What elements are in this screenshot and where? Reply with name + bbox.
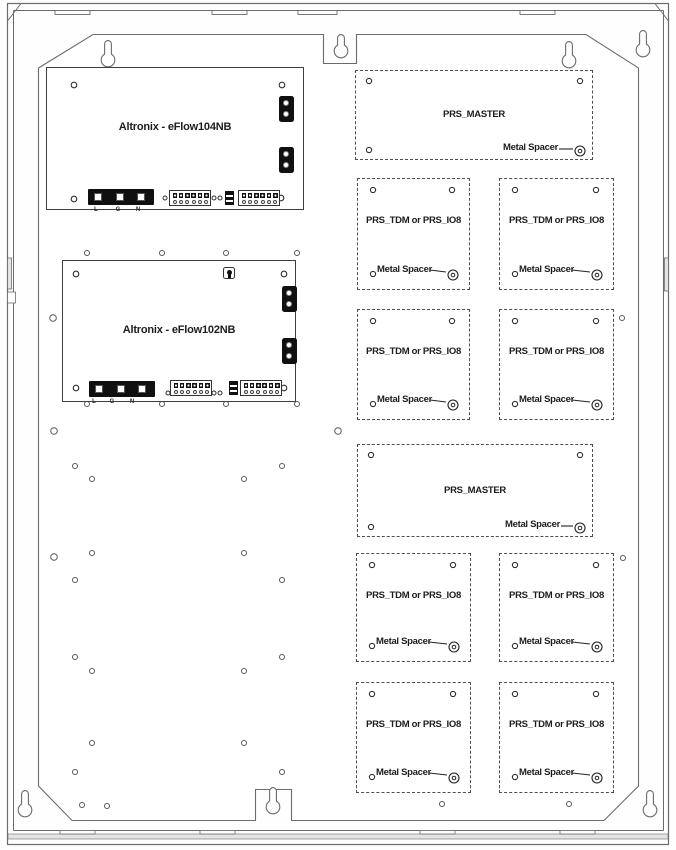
- terminal-port: [250, 390, 254, 394]
- module-label: PRS_TDM or PRS_IO8: [366, 215, 461, 226]
- module-screw-hole: [512, 318, 517, 323]
- connector-terminal: [286, 301, 292, 307]
- terminal-mount-hole: [218, 196, 222, 200]
- ac-terminal-label: G: [109, 399, 115, 405]
- panel-hole: [73, 655, 78, 660]
- spacer-pointer-line: [572, 773, 590, 775]
- metal-spacer-label: Metal Spacer: [502, 142, 558, 153]
- top-flange-tab: [212, 11, 247, 15]
- connector-terminal: [283, 111, 289, 117]
- metal-spacer-label: Metal Spacer: [504, 519, 560, 530]
- terminal-port: [267, 200, 271, 204]
- module-screw-hole: [512, 562, 517, 567]
- panel-hole: [280, 464, 285, 469]
- panel-hole: [242, 551, 247, 556]
- metal-spacer-label: Metal Spacer: [518, 394, 574, 405]
- terminal-port: [256, 390, 260, 394]
- terminal-port: [185, 200, 189, 204]
- metal-spacer-center: [595, 403, 599, 407]
- terminal-screw: [260, 193, 265, 198]
- board-screw-hole: [73, 271, 79, 277]
- enclosure-corner-seam: [8, 4, 669, 22]
- spacer-pointer-line: [429, 642, 447, 644]
- panel-hole-large: [50, 315, 57, 322]
- dc-output-connector: [279, 147, 294, 173]
- module-screw-hole: [450, 562, 455, 567]
- panel-hole: [160, 402, 165, 407]
- metal-spacer-ring: [449, 773, 459, 783]
- module-outline-prs-master: [357, 444, 593, 537]
- module-screw-hole: [577, 78, 582, 83]
- panel-hole: [295, 402, 300, 407]
- ac-terminal-block: [88, 189, 154, 205]
- fuse-component: [229, 381, 238, 395]
- panel-hole: [160, 251, 165, 256]
- module-label: PRS_TDM or PRS_IO8: [509, 590, 604, 601]
- network-jack-icon: [223, 267, 235, 279]
- keyhole-slot: [18, 791, 32, 817]
- terminal-port: [174, 390, 178, 394]
- module-screw-hole: [593, 318, 598, 323]
- terminal-port: [273, 200, 277, 204]
- panel-hole: [90, 741, 95, 746]
- panel-hole: [90, 477, 95, 482]
- bottom-flange-tab: [60, 831, 95, 835]
- terminal-screw: [273, 193, 278, 198]
- terminal-screw: [199, 383, 204, 388]
- terminal-mount-hole: [163, 196, 167, 200]
- module-screw-hole: [593, 562, 598, 567]
- panel-hole: [105, 804, 110, 809]
- module-screw-hole: [577, 452, 582, 457]
- terminal-screw: [173, 193, 178, 198]
- ac-terminal-cell: [116, 193, 124, 201]
- terminal-screw: [248, 193, 253, 198]
- terminal-port: [261, 200, 265, 204]
- metal-spacer-ring: [449, 642, 459, 652]
- dc-output-connector: [279, 96, 294, 122]
- terminal-screw: [254, 193, 259, 198]
- board-screw-hole: [281, 271, 287, 277]
- ac-terminal-label: N: [135, 207, 141, 213]
- panel-hole: [224, 251, 229, 256]
- terminal-screw: [267, 193, 272, 198]
- terminal-port: [180, 390, 184, 394]
- metal-spacer-label: Metal Spacer: [375, 636, 431, 647]
- terminal-port: [198, 200, 202, 204]
- keyhole-slot: [266, 788, 280, 814]
- module-label: PRS_MASTER: [444, 484, 506, 496]
- metal-spacer-label: Metal Spacer: [518, 767, 574, 778]
- terminal-port: [248, 200, 252, 204]
- panel-hole: [73, 770, 78, 775]
- metal-spacer-label: Metal Spacer: [376, 394, 432, 405]
- metal-spacer-center: [452, 645, 456, 649]
- module-screw-hole: [449, 318, 454, 323]
- terminal-port: [275, 390, 279, 394]
- metal-spacer-label: Metal Spacer: [376, 264, 432, 275]
- top-flange-tab: [298, 11, 337, 15]
- terminal-port: [173, 200, 177, 204]
- terminal-screw: [275, 383, 280, 388]
- spacer-pointer-line: [429, 773, 447, 775]
- module-label: PRS_TDM or PRS_IO8: [366, 346, 461, 357]
- panel-hole: [73, 464, 78, 469]
- panel-hole: [295, 251, 300, 256]
- module-screw-hole: [512, 187, 517, 192]
- left-hinge-latch: [8, 292, 16, 303]
- panel-hole: [280, 770, 285, 775]
- module-screw-hole: [369, 691, 374, 696]
- spacer-pointer-line: [430, 270, 446, 272]
- ac-terminal-label: N: [129, 399, 135, 405]
- terminal-screw: [179, 193, 184, 198]
- module-screw-hole: [593, 187, 598, 192]
- board-hardware: [47, 68, 303, 209]
- board-screw-hole: [73, 385, 79, 391]
- left-hinge-tab: [8, 258, 12, 289]
- terminal-screw: [269, 383, 274, 388]
- spacer-pointer-line: [572, 400, 590, 402]
- terminal-mount-hole: [218, 391, 222, 395]
- terminal-screw: [242, 193, 247, 198]
- metal-spacer-center: [578, 149, 582, 153]
- circuit-board: [62, 260, 296, 405]
- bottom-flange-tab: [200, 831, 235, 835]
- module-screw-hole: [366, 78, 371, 83]
- board-screw-hole: [281, 385, 287, 391]
- module-screw-hole: [369, 562, 374, 567]
- board-title: Altronix - eFlow104NB: [118, 121, 232, 133]
- terminal-port: [186, 390, 190, 394]
- panel-hole: [280, 578, 285, 583]
- module-screw-hole: [370, 187, 375, 192]
- metal-spacer-label: Metal Spacer: [375, 767, 431, 778]
- terminal-port: [269, 390, 273, 394]
- metal-spacer-ring: [592, 642, 602, 652]
- module-screw-hole: [368, 452, 373, 457]
- terminal-port: [263, 390, 267, 394]
- terminal-port: [204, 200, 208, 204]
- panel-hole: [440, 802, 445, 807]
- module-outline-prs-tdm: [356, 553, 471, 662]
- terminal-screw: [262, 383, 267, 388]
- metal-spacer-label: Metal Spacer: [518, 264, 574, 275]
- top-flange-tab: [55, 11, 90, 15]
- keyhole-slot: [643, 791, 657, 817]
- terminal-port: [192, 200, 196, 204]
- terminal-screw: [191, 193, 196, 198]
- panel-hole: [567, 802, 572, 807]
- module-outline-prs-master: [355, 70, 593, 160]
- module-outline-prs-tdm: [357, 178, 470, 290]
- terminal-screw: [186, 383, 191, 388]
- bottom-band: [8, 834, 668, 839]
- ac-terminal-label: L: [92, 399, 96, 405]
- module-outline-prs-tdm: [499, 682, 614, 793]
- ac-terminal-label: G: [115, 207, 121, 213]
- board-screw-hole: [71, 82, 77, 88]
- terminal-port: [179, 200, 183, 204]
- module-screw-hole: [370, 318, 375, 323]
- module-screw-hole: [593, 691, 598, 696]
- terminal-strip: [238, 190, 280, 206]
- board-screw-hole: [279, 82, 285, 88]
- spacer-pointer-line: [430, 400, 446, 402]
- module-outline-prs-tdm: [499, 309, 614, 420]
- panel-hole: [85, 251, 90, 256]
- connector-terminal: [283, 162, 289, 168]
- connector-terminal: [283, 151, 289, 157]
- panel-hole: [80, 803, 85, 808]
- terminal-mount-hole: [212, 391, 216, 395]
- terminal-strip: [169, 190, 211, 206]
- keyhole-slot: [636, 31, 650, 57]
- panel-hole: [242, 669, 247, 674]
- metal-spacer-center: [452, 776, 456, 780]
- terminal-port: [205, 390, 209, 394]
- module-label: PRS_TDM or PRS_IO8: [509, 719, 604, 730]
- panel-hole: [621, 556, 626, 561]
- connector-terminal: [283, 100, 289, 106]
- panel-hole: [90, 669, 95, 674]
- terminal-strip: [240, 380, 282, 396]
- connector-terminal: [286, 353, 292, 359]
- connector-terminal: [286, 290, 292, 296]
- circuit-board: [46, 67, 304, 213]
- ac-terminal-cell: [95, 385, 103, 393]
- panel-hole: [242, 741, 247, 746]
- fuse-component: [225, 191, 234, 205]
- module-screw-hole: [450, 691, 455, 696]
- dc-output-connector: [282, 338, 297, 364]
- module-label: PRS_TDM or PRS_IO8: [509, 346, 604, 357]
- bottom-flange-tab: [420, 831, 455, 835]
- terminal-screw: [244, 383, 249, 388]
- metal-spacer-center: [578, 526, 582, 530]
- panel-hole-large: [51, 428, 58, 435]
- dc-output-connector: [282, 286, 297, 312]
- panel-hole-large: [335, 428, 342, 435]
- metal-spacer-center: [595, 645, 599, 649]
- terminal-strip: [170, 380, 212, 396]
- module-label: PRS_MASTER: [443, 109, 505, 120]
- module-outline-prs-tdm: [357, 309, 470, 420]
- ac-terminal-cell: [94, 193, 102, 201]
- jack-stem: [228, 274, 231, 278]
- metal-spacer-ring: [592, 270, 602, 280]
- metal-spacer-ring: [448, 270, 458, 280]
- ac-terminal-label: L: [94, 207, 98, 213]
- module-screw-hole: [512, 691, 517, 696]
- panel-hole: [242, 477, 247, 482]
- panel-hole: [224, 402, 229, 407]
- terminal-screw: [180, 383, 185, 388]
- board-title: Altronix - eFlow102NB: [122, 324, 236, 336]
- metal-spacer-ring: [575, 146, 585, 156]
- metal-spacer-center: [595, 273, 599, 277]
- terminal-screw: [205, 383, 210, 388]
- metal-spacer-center: [451, 273, 455, 277]
- panel-hole: [620, 316, 625, 321]
- right-hinge-tab: [665, 258, 669, 291]
- ac-terminal-cell: [117, 385, 125, 393]
- module-label: PRS_TDM or PRS_IO8: [509, 215, 604, 226]
- terminal-mount-hole: [212, 196, 216, 200]
- terminal-port: [244, 390, 248, 394]
- module-outline-prs-tdm: [499, 178, 614, 290]
- terminal-port: [193, 390, 197, 394]
- terminal-screw: [174, 383, 179, 388]
- panel-hole: [73, 578, 78, 583]
- module-label: PRS_TDM or PRS_IO8: [366, 719, 461, 730]
- metal-spacer-ring: [575, 523, 585, 533]
- panel-hole-large: [51, 554, 58, 561]
- bottom-flange-tab: [560, 831, 595, 835]
- metal-spacer-center: [595, 776, 599, 780]
- terminal-screw: [250, 383, 255, 388]
- ac-terminal-cell: [137, 193, 145, 201]
- ac-terminal-cell: [138, 385, 146, 393]
- module-outline-prs-tdm: [499, 553, 614, 662]
- module-screw-hole: [449, 187, 454, 192]
- spacer-pointer-line: [572, 642, 590, 644]
- metal-spacer-ring: [592, 400, 602, 410]
- terminal-port: [254, 200, 258, 204]
- panel-hole: [90, 551, 95, 556]
- terminal-screw: [198, 193, 203, 198]
- metal-spacer-ring: [592, 773, 602, 783]
- ac-terminal-block: [89, 381, 155, 397]
- spacer-pointer-line: [572, 270, 590, 272]
- metal-spacer-label: Metal Spacer: [518, 636, 574, 647]
- terminal-screw: [256, 383, 261, 388]
- terminal-port: [242, 200, 246, 204]
- top-flange-tab: [520, 11, 555, 15]
- terminal-screw: [185, 193, 190, 198]
- connector-terminal: [286, 342, 292, 348]
- terminal-screw: [192, 383, 197, 388]
- panel-hole: [280, 655, 285, 660]
- metal-spacer-center: [451, 403, 455, 407]
- board-screw-hole: [71, 196, 77, 202]
- terminal-port: [199, 390, 203, 394]
- module-outline-prs-tdm: [356, 682, 471, 793]
- keyhole-slot: [334, 35, 348, 58]
- terminal-screw: [204, 193, 209, 198]
- module-label: PRS_TDM or PRS_IO8: [366, 590, 461, 601]
- metal-spacer-ring: [448, 400, 458, 410]
